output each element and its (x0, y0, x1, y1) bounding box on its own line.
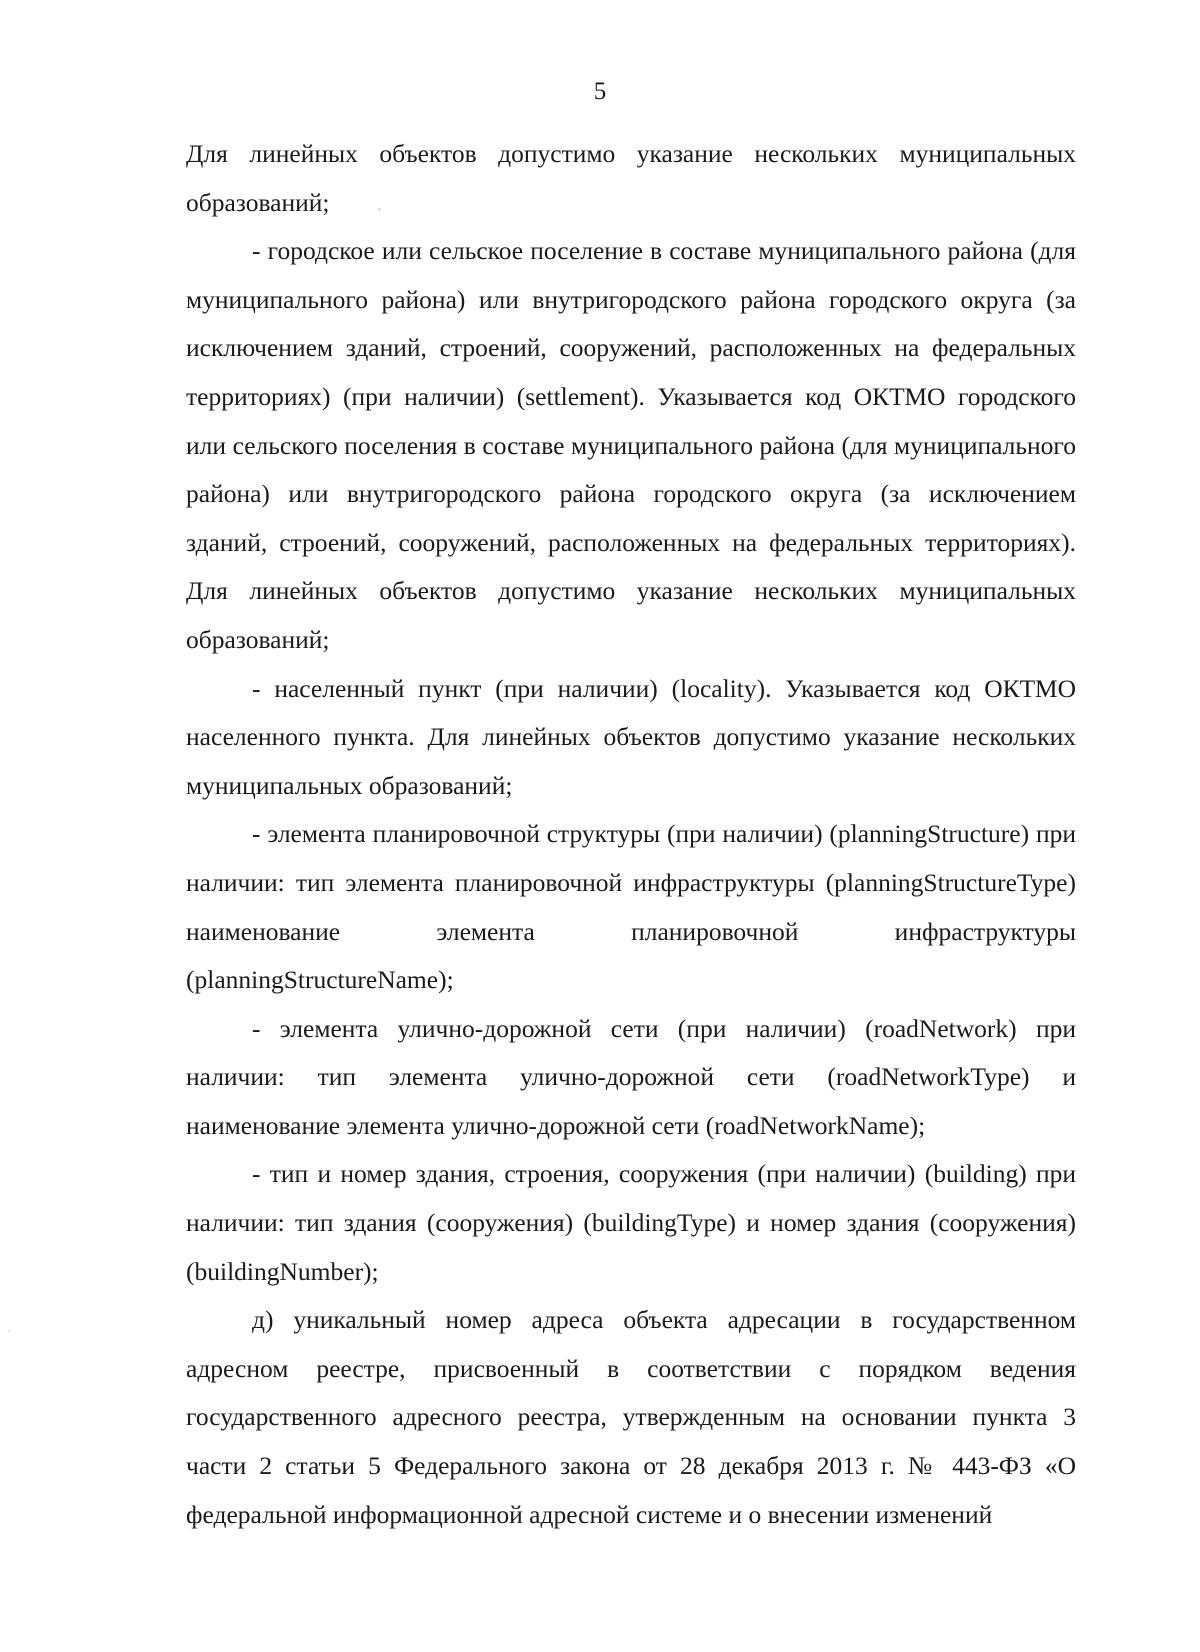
paragraph-planning-structure: - элемента планировочной структуры (при наличии) (planningStructure) при наличии: тип элемента планировочной инфраструктуры (planningStructureType) наименование элемента планировочной инфраструктуры (planningStructureName); (186, 819, 1076, 995)
scan-speck (378, 208, 381, 211)
paragraph-road-network: - элемента улично-дорожной сети (при наличии) (roadNetwork) при наличии: тип элемента улично-дорожной сети (roadNetworkType) и наименование элемента улично-дорожной сети (roadNetworkName); (186, 1013, 1076, 1140)
paragraph-address-number: д) уникальный номер адреса объекта адресации в государственном адресном реестре, присвоенный в соответствии с порядком ведения государственного адресного реестра, утвержденным на основании пункта 3 части 2 статьи 5 Федерального закона от 28 декабря 2013 г. № 443-ФЗ «О федеральной информационной адресной системе и о внесении изменений (186, 1305, 1076, 1529)
scan-speck (8, 1330, 10, 1332)
document-body (186, 130, 1076, 1539)
paragraph-continuation: Для линейных объектов допустимо указание нескольких муниципальных образований; (186, 139, 1076, 217)
page-number: 5 (593, 78, 607, 105)
paragraph-locality: - населенный пункт (при наличии) (locality). Указывается код ОКТМО населенного пункта. Для линейных объектов допустимо указание нескольких муниципальных образований; (186, 673, 1076, 800)
paragraph-building: - тип и номер здания, строения, сооружения (при наличии) (building) при наличии: тип здания (сооружения) (buildingType) и номер здания (сооружения) (buildingNumber); (186, 1159, 1076, 1286)
paragraph-settlement: - городское или сельское поселение в составе муниципального района (для муниципального района) или внутригородского района городского округа (за исключением зданий, строений, сооружений, расположенных на федеральных территориях) (при наличии) (settlement). Указывается код ОКТМО городского или сельского поселения в составе муниципального района (для муниципального района) или внутригородского района городского округа (за исключением зданий, строений, сооружений, расположенных на федеральных территориях). Для линейных объектов допустимо указание нескольких муниципальных образований; (186, 236, 1076, 654)
